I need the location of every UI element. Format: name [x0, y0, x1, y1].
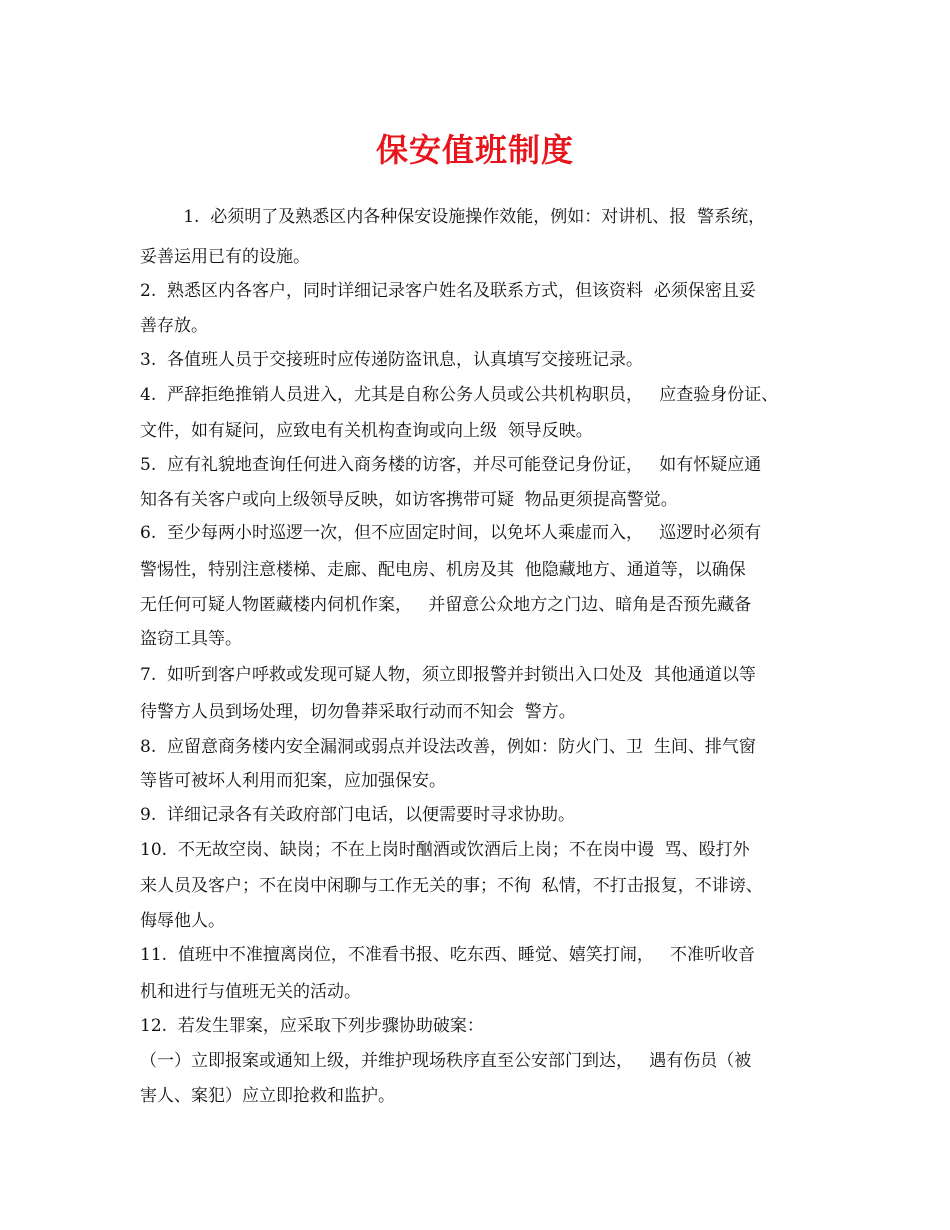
text-line: 侮辱他人。: [140, 911, 225, 931]
text-line: （一）立即报案或通知上级，并维护现场秩序直至公安部门到达， 遇有伤员（被: [140, 1051, 752, 1071]
text-line: 待警方人员到场处理，切勿鲁莽采取行动而不知会 警方。: [140, 702, 576, 722]
text-line: 10. 不无故空岗、缺岗；不在上岗时酗酒或饮酒后上岗；不在岗中谩 骂、殴打外: [140, 840, 750, 860]
text-line: 4. 严辞拒绝推销人员进入，尤其是自称公务人员或公共机构职员， 应查验身份证、: [140, 385, 779, 405]
text-line: 害人、案犯）应立即抢救和监护。: [140, 1086, 395, 1106]
text-line: 1. 必须明了及熟悉区内各种保安设施操作效能，例如：对讲机、报 警系统，: [140, 207, 766, 227]
text-line: 12. 若发生罪案，应采取下列步骤协助破案：: [140, 1016, 484, 1036]
text-line: 盗窃工具等。: [140, 629, 242, 649]
text-line: 善存放。: [140, 316, 208, 336]
text-line: 机和进行与值班无关的活动。: [140, 982, 361, 1002]
text-line: 来人员及客户；不在岗中闲聊与工作无关的事；不徇 私情，不打击报复，不诽谤、: [140, 876, 763, 896]
text-line: 无任何可疑人物匿藏楼内伺机作案， 并留意公众地方之门边、暗角是否预先藏备: [140, 595, 752, 615]
text-line: 文件，如有疑问，应致电有关机构查询或向上级 领导反映。: [140, 421, 593, 441]
text-line: 知各有关客户或向上级领导反映，如访客携带可疑 物品更须提高警觉。: [140, 490, 678, 510]
document-title: 保安值班制度: [375, 131, 574, 169]
text-line: 11. 值班中不准擅离岗位，不准看书报、吃东西、睡觉、嬉笑打闹， 不准听收音: [140, 945, 756, 965]
text-line: 3. 各值班人员于交接班时应传递防盗讯息，认真填写交接班记录。: [140, 350, 644, 370]
text-line: 6. 至少每两小时巡逻一次，但不应固定时间，以免坏人乘虚而入， 巡逻时必须有: [140, 523, 762, 543]
text-line: 等皆可被坏人利用而犯案，应加强保安。: [140, 771, 446, 791]
text-line: 警惕性，特别注意楼梯、走廊、配电房、机房及其 他隐藏地方、通道等，以确保: [140, 560, 746, 580]
text-line: 妥善运用已有的设施。: [140, 247, 310, 267]
text-line: 9. 详细记录各有关政府部门电话，以便需要时寻求协助。: [140, 805, 576, 825]
text-line: 8. 应留意商务楼内安全漏洞或弱点并设法改善，例如：防火门、卫 生间、排气窗: [140, 737, 756, 757]
text-line: 5. 应有礼貌地查询任何进入商务楼的访客，并尽可能登记身份证， 如有怀疑应通: [140, 455, 762, 475]
text-line: 7. 如听到客户呼救或发现可疑人物，须立即报警并封锁出入口处及 其他通道以等: [140, 665, 756, 685]
text-line: 2. 熟悉区内各客户，同时详细记录客户姓名及联系方式，但该资料 必须保密且妥: [140, 281, 756, 301]
